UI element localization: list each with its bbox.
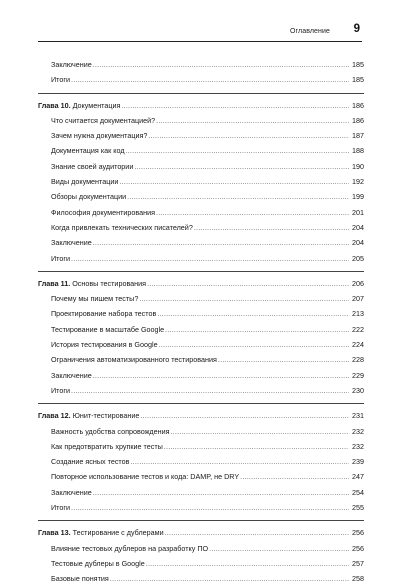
running-title: Оглавление xyxy=(289,28,330,35)
dot-leader xyxy=(93,57,349,72)
dot-leader xyxy=(146,556,349,571)
toc-entry xyxy=(38,159,364,174)
toc-entry xyxy=(38,174,364,189)
toc-entry xyxy=(38,500,364,515)
dot-leader xyxy=(119,174,349,189)
dot-leader xyxy=(121,98,349,113)
toc-entry-title: История тестирования в Google xyxy=(51,340,158,350)
chapter-divider xyxy=(38,93,364,94)
toc-page-number: 185 xyxy=(352,75,364,85)
toc-page-number: 232 xyxy=(352,441,364,451)
dot-leader xyxy=(126,143,349,158)
toc-page-number: 192 xyxy=(352,177,364,187)
chapter-title: Основы тестирования xyxy=(72,278,147,288)
dot-leader xyxy=(159,337,349,352)
toc-page-number: 190 xyxy=(352,161,364,171)
dot-leader xyxy=(93,368,349,383)
dot-leader xyxy=(156,113,349,128)
toc-entry xyxy=(38,556,364,571)
toc-entry-title: Документация как код xyxy=(51,146,125,156)
chapter-label: Глава 12. xyxy=(38,411,71,421)
toc-page-number: 224 xyxy=(352,340,364,350)
dot-leader xyxy=(165,525,349,540)
chapter-label: Глава 13. xyxy=(38,528,71,538)
dot-leader xyxy=(140,408,349,423)
dot-leader xyxy=(130,454,349,469)
toc-entry-title: Заключение xyxy=(51,370,92,380)
toc-entry xyxy=(38,72,364,87)
dot-leader xyxy=(165,322,349,337)
dot-leader xyxy=(71,500,349,515)
toc-entry-title: Философия документирования xyxy=(51,207,155,217)
toc-page-number: 229 xyxy=(352,370,364,380)
toc-entry-title xyxy=(38,98,120,113)
toc-page-number: 247 xyxy=(352,472,364,482)
toc-page-number: 188 xyxy=(352,146,364,156)
chapter-title: Документация xyxy=(72,100,121,110)
toc-page-number: 204 xyxy=(352,222,364,232)
chapter-title: Тестирование с дублерами xyxy=(72,528,164,538)
chapter-divider xyxy=(38,520,364,521)
toc-entry xyxy=(38,306,364,321)
toc-entry xyxy=(38,383,364,398)
toc-page-number: 230 xyxy=(352,385,364,395)
toc-entry-title: Итоги xyxy=(51,253,71,263)
toc-entry-title: Влияние тестовых дублеров на разработку ПО xyxy=(51,543,209,553)
toc-entry xyxy=(38,113,364,128)
dot-leader xyxy=(170,424,349,439)
toc-entry-title: Заключение xyxy=(51,487,92,497)
toc-entry-title: Зачем нужна документация? xyxy=(51,131,148,141)
toc-entry xyxy=(38,235,364,250)
toc-entry-title: Базовые понятия xyxy=(51,574,109,584)
toc-entry xyxy=(38,220,364,235)
toc-chapter-entry xyxy=(38,408,364,423)
dot-leader xyxy=(71,383,349,398)
page-number: 9 xyxy=(353,23,360,35)
toc-entry-title: Тестирование в масштабе Google xyxy=(51,324,165,334)
dot-leader xyxy=(240,469,349,484)
toc-entry xyxy=(38,322,364,337)
toc-page-number: 201 xyxy=(352,207,364,217)
toc-page-number: 257 xyxy=(352,558,364,568)
toc-entry-title xyxy=(38,408,139,423)
toc-entry-title: Знание своей аудитории xyxy=(51,161,134,171)
toc-page-number: 186 xyxy=(352,100,364,110)
chapter-divider xyxy=(38,271,364,272)
toc-section xyxy=(38,98,364,266)
toc-entry-title: Важность удобства сопровождения xyxy=(51,426,170,436)
dot-leader xyxy=(147,276,349,291)
toc-page-number: 258 xyxy=(352,574,364,584)
toc-entry xyxy=(38,337,364,352)
toc-entry xyxy=(38,571,364,586)
toc-entry xyxy=(38,291,364,306)
toc-entry-title: Когда привлекать технических писателей? xyxy=(51,222,193,232)
toc-entry-title: Итоги xyxy=(51,75,71,85)
toc-page-number: 256 xyxy=(352,528,364,538)
dot-leader xyxy=(148,128,349,143)
toc-entry-title: Ограничения автоматизированного тестирования xyxy=(51,355,217,365)
toc-entry xyxy=(38,251,364,266)
toc-entry xyxy=(38,424,364,439)
toc-chapter-entry xyxy=(38,276,364,291)
toc-page-number: 256 xyxy=(352,543,364,553)
chapter-label: Глава 10. xyxy=(38,100,71,110)
dot-leader xyxy=(194,220,349,235)
toc-entry-title: Заключение xyxy=(51,238,92,248)
toc-page-number: 239 xyxy=(352,457,364,467)
running-header xyxy=(38,23,362,42)
toc-page-number: 204 xyxy=(352,238,364,248)
toc-entry-title: Создание ясных тестов xyxy=(51,457,130,467)
toc-page-number: 199 xyxy=(352,192,364,202)
toc-entry-title: Тестовые дублеры в Google xyxy=(51,558,145,568)
toc-page-number: 231 xyxy=(352,411,364,421)
toc-entry-title xyxy=(38,525,164,540)
dot-leader xyxy=(139,291,349,306)
table-of-contents xyxy=(38,57,364,587)
toc-entry-title: Как предотвратить хрупкие тесты xyxy=(51,441,163,451)
toc-chapter-entry xyxy=(38,525,364,540)
toc-entry-title: Почему мы пишем тесты? xyxy=(51,294,139,304)
dot-leader xyxy=(134,159,349,174)
toc-chapter-entry xyxy=(38,98,364,113)
toc-entry xyxy=(38,57,364,72)
toc-entry-title: Повторное использование тестов и кода: DAMP, не DRY xyxy=(51,472,240,482)
dot-leader xyxy=(71,72,349,87)
toc-entry xyxy=(38,469,364,484)
toc-page-number: 254 xyxy=(352,487,364,497)
toc-section xyxy=(38,276,364,398)
toc-section xyxy=(38,408,364,515)
toc-page-number: 207 xyxy=(352,294,364,304)
toc-entry xyxy=(38,205,364,220)
toc-entry-title: Обзоры документации xyxy=(51,192,127,202)
toc-page-number: 206 xyxy=(352,278,364,288)
toc-page-number: 222 xyxy=(352,324,364,334)
toc-page-number: 186 xyxy=(352,115,364,125)
dot-leader xyxy=(209,541,349,556)
chapter-title: Юнит-тестирование xyxy=(72,411,140,421)
toc-entry xyxy=(38,352,364,367)
toc-entry xyxy=(38,541,364,556)
toc-entry-title: Итоги xyxy=(51,503,71,513)
dot-leader xyxy=(164,439,349,454)
toc-entry-title: Заключение xyxy=(51,60,92,69)
toc-section xyxy=(38,57,364,88)
dot-leader xyxy=(71,251,349,266)
toc-entry xyxy=(38,128,364,143)
toc-entry xyxy=(38,368,364,383)
toc-page-number: 213 xyxy=(352,309,364,319)
dot-leader xyxy=(127,189,349,204)
toc-entry-title: Что считается документацией? xyxy=(51,115,156,125)
toc-page-number: 232 xyxy=(352,426,364,436)
toc-entry-title: Проектирование набора тестов xyxy=(51,309,157,319)
dot-leader xyxy=(218,352,349,367)
dot-leader xyxy=(93,235,349,250)
chapter-label: Глава 11. xyxy=(38,278,71,288)
toc-page-number: 187 xyxy=(352,131,364,141)
toc-entry xyxy=(38,143,364,158)
toc-entry xyxy=(38,454,364,469)
toc-entry xyxy=(38,189,364,204)
toc-page-number: 255 xyxy=(352,503,364,513)
toc-entry-title: Виды документации xyxy=(51,177,119,187)
chapter-divider xyxy=(38,403,364,404)
toc-page-number: 185 xyxy=(352,60,364,69)
dot-leader xyxy=(93,485,349,500)
toc-entry-title: Итоги xyxy=(51,385,71,395)
toc-entry-title xyxy=(38,276,146,291)
toc-entry xyxy=(38,439,364,454)
toc-entry xyxy=(38,485,364,500)
dot-leader xyxy=(110,571,349,586)
dot-leader xyxy=(157,306,349,321)
dot-leader xyxy=(156,205,349,220)
toc-section xyxy=(38,525,364,586)
toc-page-number: 228 xyxy=(352,355,364,365)
toc-page-number: 205 xyxy=(352,253,364,263)
